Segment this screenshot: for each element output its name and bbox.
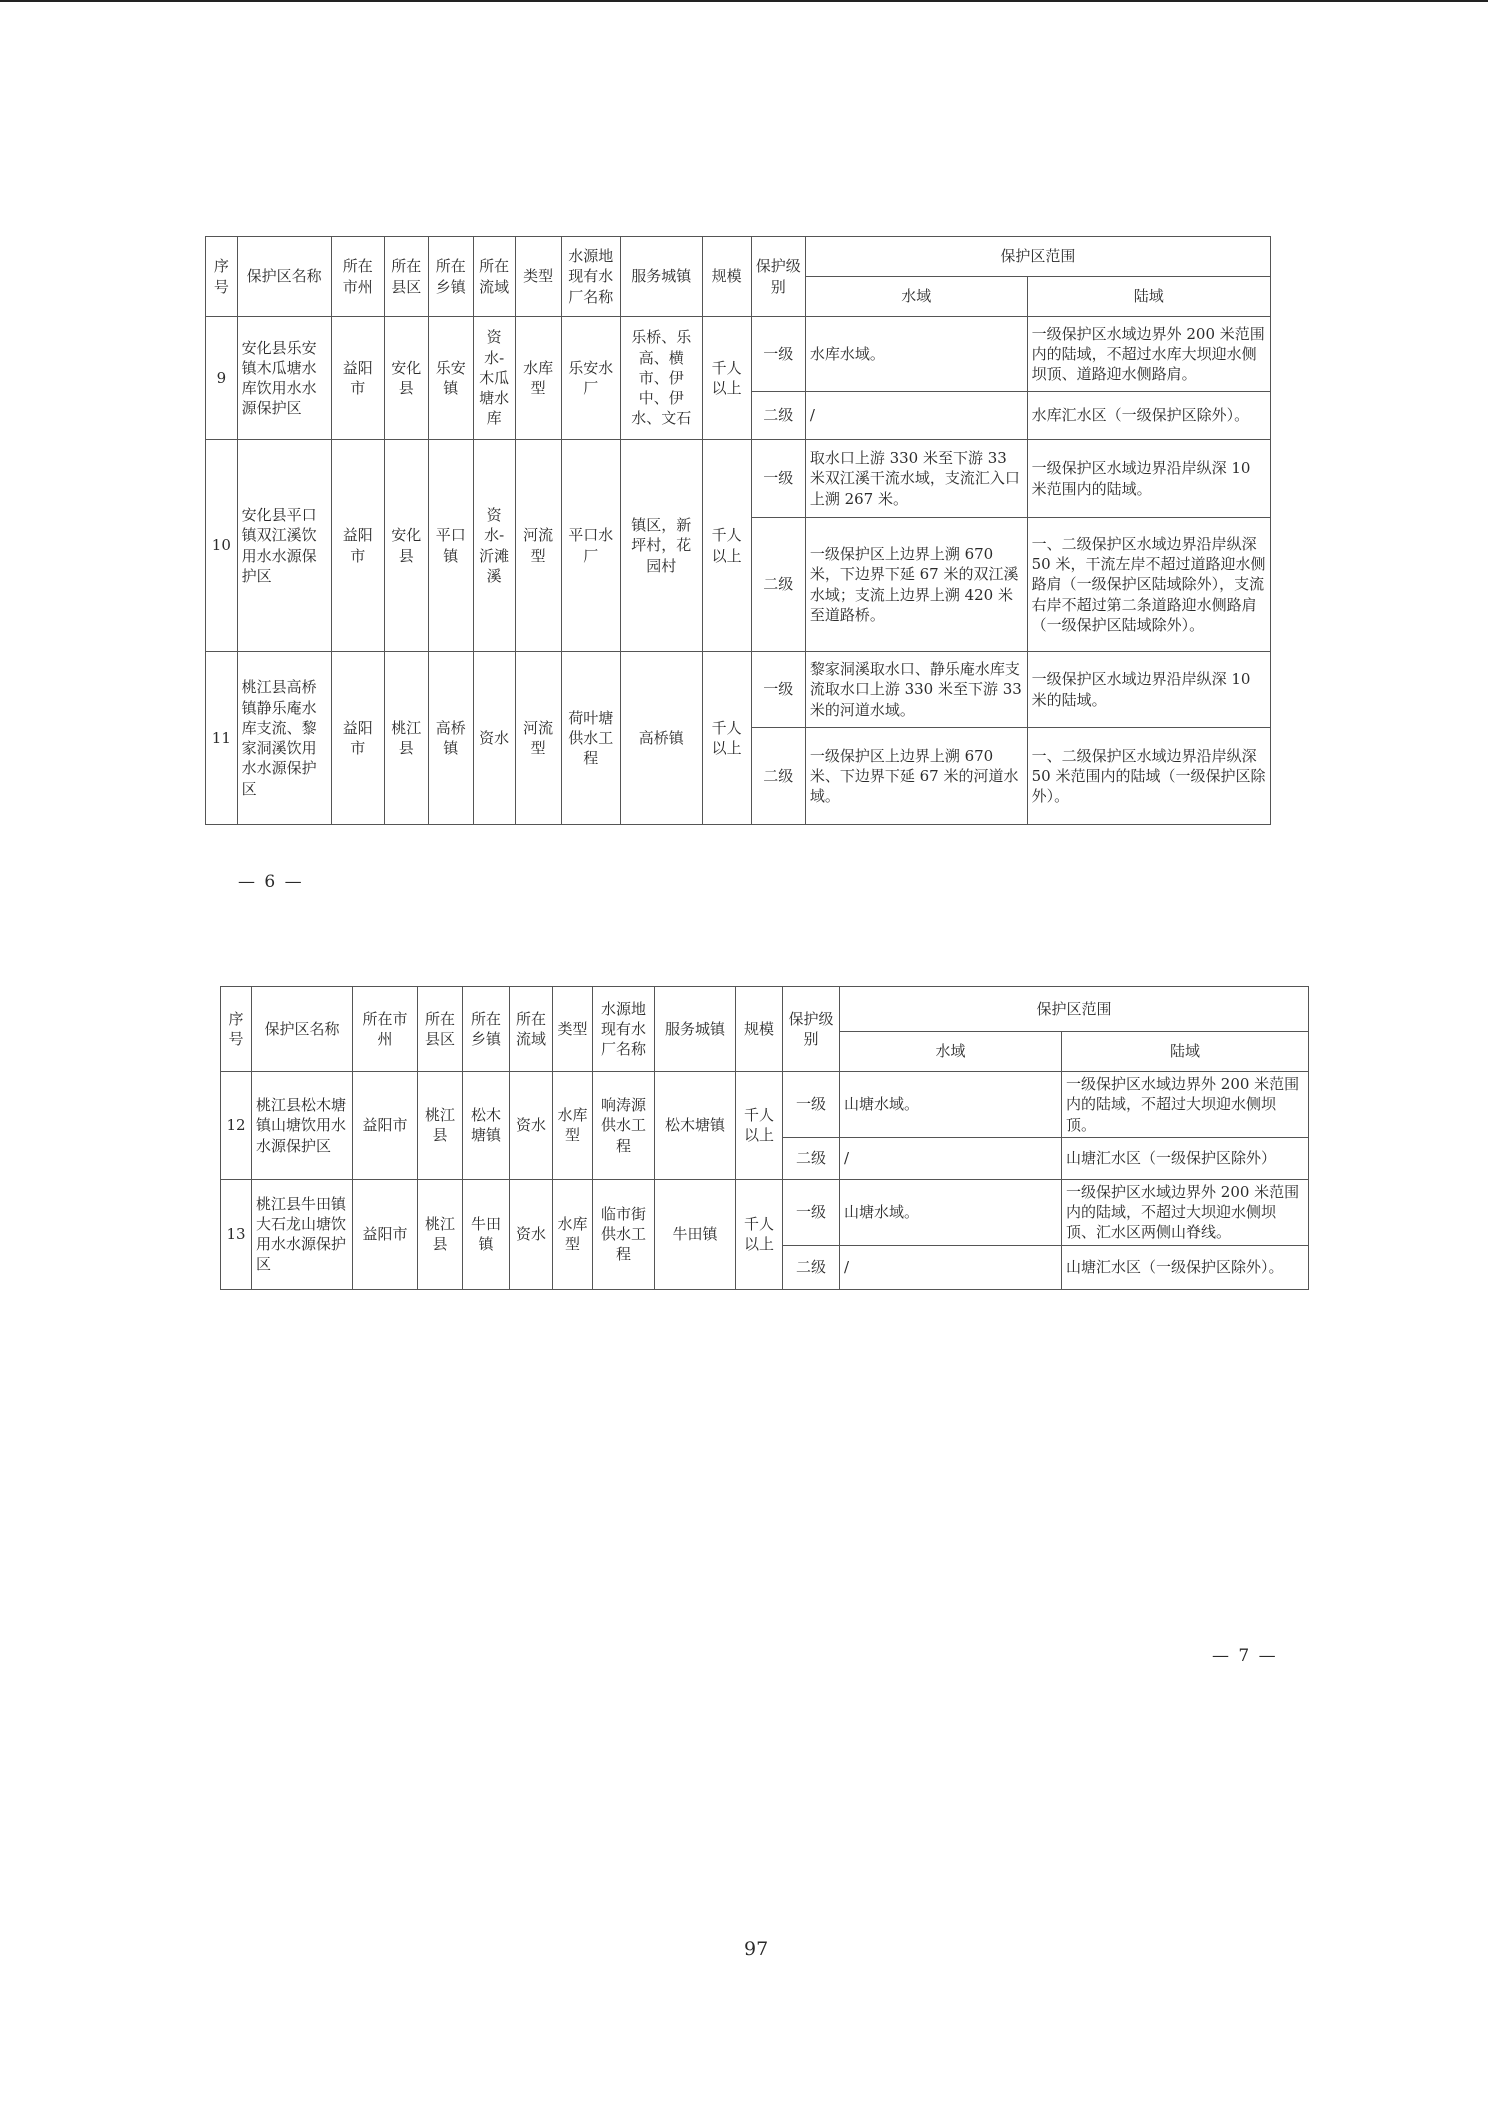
cell-type: 河流型 xyxy=(515,440,561,652)
header-plant: 水源地现有水厂名称 xyxy=(561,237,620,317)
cell-land: 山塘汇水区（一级保护区除外） xyxy=(1062,1137,1309,1179)
cell-level: 一级 xyxy=(783,1179,840,1245)
cell-name: 安化县平口镇双江溪饮用水水源保护区 xyxy=(237,440,331,652)
header-basin: 所在流域 xyxy=(473,237,515,317)
cell-plant: 乐安水厂 xyxy=(561,317,620,440)
cell-serve: 高桥镇 xyxy=(620,652,702,825)
cell-serve: 镇区，新坪村，花园村 xyxy=(620,440,702,652)
header-range: 保护区范围 xyxy=(805,237,1270,277)
table-row xyxy=(206,317,1271,392)
page-number-total: 97 xyxy=(744,1938,769,1960)
cell-plant: 荷叶塘供水工程 xyxy=(561,652,620,825)
cell-level: 一级 xyxy=(751,440,805,518)
header-seq: 序号 xyxy=(206,237,238,317)
header-type: 类型 xyxy=(553,987,593,1072)
cell-city: 益阳市 xyxy=(331,317,384,440)
cell-water: 山塘水域。 xyxy=(840,1179,1062,1245)
cell-serve: 牛田镇 xyxy=(655,1179,736,1289)
header-town: 所在乡镇 xyxy=(463,987,510,1072)
cell-level: 一级 xyxy=(751,317,805,392)
cell-county: 安化县 xyxy=(384,317,428,440)
cell-land: 一级保护区水域边界外 200 米范围内的陆域，不超过水库大坝迎水侧坝顶、道路迎水侧路肩。 xyxy=(1027,317,1270,392)
cell-type: 水库型 xyxy=(515,317,561,440)
cell-basin: 资水-木瓜塘水库 xyxy=(473,317,515,440)
cell-level: 二级 xyxy=(783,1137,840,1179)
cell-plant: 临市街供水工程 xyxy=(593,1179,655,1289)
cell-name: 桃江县高桥镇静乐庵水库支流、黎家洞溪饮用水水源保护区 xyxy=(237,652,331,825)
header-scale: 规模 xyxy=(702,237,751,317)
cell-city: 益阳市 xyxy=(331,440,384,652)
header-serve: 服务城镇 xyxy=(655,987,736,1072)
cell-water: 黎家洞溪取水口、静乐庵水库支流取水口上游 330 米至下游 33 米的河道水域。 xyxy=(805,652,1027,728)
cell-city: 益阳市 xyxy=(353,1179,418,1289)
cell-water: / xyxy=(840,1245,1062,1289)
cell-city: 益阳市 xyxy=(353,1072,418,1180)
cell-name: 桃江县松木塘镇山塘饮用水水源保护区 xyxy=(252,1072,353,1180)
cell-type: 河流型 xyxy=(515,652,561,825)
header-basin: 所在流域 xyxy=(510,987,553,1072)
cell-water: 取水口上游 330 米至下游 33 米双江溪干流水域，支流汇入口上溯 267 米。 xyxy=(805,440,1027,518)
cell-plant: 响涛源供水工程 xyxy=(593,1072,655,1180)
cell-scale: 千人以上 xyxy=(736,1072,783,1180)
cell-land: 山塘汇水区（一级保护区除外）。 xyxy=(1062,1245,1309,1289)
header-city: 所在市州 xyxy=(353,987,418,1072)
header-range: 保护区范围 xyxy=(840,987,1309,1032)
table-header-row xyxy=(206,237,1271,277)
protection-zone-table-page-6 xyxy=(205,236,1271,825)
cell-water: 山塘水域。 xyxy=(840,1072,1062,1138)
protection-zone-table-page-7 xyxy=(220,986,1309,1290)
header-water: 水域 xyxy=(840,1032,1062,1072)
cell-serve: 乐桥、乐高、横市、伊中、伊水、文石 xyxy=(620,317,702,440)
cell-serve: 松木塘镇 xyxy=(655,1072,736,1180)
header-scale: 规模 xyxy=(736,987,783,1072)
cell-town: 高桥镇 xyxy=(428,652,473,825)
top-border-line xyxy=(0,0,1488,2)
cell-type: 水库型 xyxy=(553,1072,593,1180)
cell-seq: 9 xyxy=(206,317,238,440)
cell-land: 一、二级保护区水域边界沿岸纵深 50 米范围内的陆域（一级保护区除外）。 xyxy=(1027,728,1270,825)
cell-town: 牛田镇 xyxy=(463,1179,510,1289)
header-level: 保护级别 xyxy=(783,987,840,1072)
cell-level: 二级 xyxy=(751,728,805,825)
page-number-7: — 7 — xyxy=(1212,1646,1278,1666)
cell-level: 一级 xyxy=(751,652,805,728)
table-header-row xyxy=(221,987,1309,1032)
header-serve: 服务城镇 xyxy=(620,237,702,317)
cell-type: 水库型 xyxy=(553,1179,593,1289)
cell-town: 乐安镇 xyxy=(428,317,473,440)
cell-seq: 12 xyxy=(221,1072,252,1180)
cell-water: / xyxy=(840,1137,1062,1179)
cell-basin: 资水 xyxy=(473,652,515,825)
cell-town: 平口镇 xyxy=(428,440,473,652)
header-level: 保护级别 xyxy=(751,237,805,317)
cell-level: 二级 xyxy=(783,1245,840,1289)
header-land: 陆域 xyxy=(1027,277,1270,317)
cell-plant: 平口水厂 xyxy=(561,440,620,652)
cell-seq: 10 xyxy=(206,440,238,652)
table-row xyxy=(221,1179,1309,1245)
header-town: 所在乡镇 xyxy=(428,237,473,317)
header-seq: 序号 xyxy=(221,987,252,1072)
cell-seq: 13 xyxy=(221,1179,252,1289)
cell-water: 一级保护区上边界上溯 670 米，下边界下延 67 米的双江溪水域；支流上边界上溯 420 米至道路桥。 xyxy=(805,518,1027,652)
header-plant: 水源地现有水厂名称 xyxy=(593,987,655,1072)
header-name: 保护区名称 xyxy=(237,237,331,317)
cell-land: 一级保护区水域边界外 200 米范围内的陆域，不超过大坝迎水侧坝顶、汇水区两侧山脊线。 xyxy=(1062,1179,1309,1245)
cell-water: 一级保护区上边界上溯 670 米、下边界下延 67 米的河道水域。 xyxy=(805,728,1027,825)
cell-city: 益阳市 xyxy=(331,652,384,825)
header-name: 保护区名称 xyxy=(252,987,353,1072)
table-row xyxy=(206,440,1271,518)
header-land: 陆域 xyxy=(1062,1032,1309,1072)
cell-scale: 千人以上 xyxy=(702,652,751,825)
cell-scale: 千人以上 xyxy=(736,1179,783,1289)
header-water: 水域 xyxy=(805,277,1027,317)
cell-water: / xyxy=(805,392,1027,440)
cell-name: 安化县乐安镇木瓜塘水库饮用水水源保护区 xyxy=(237,317,331,440)
header-city: 所在市州 xyxy=(331,237,384,317)
cell-level: 二级 xyxy=(751,392,805,440)
cell-level: 一级 xyxy=(783,1072,840,1138)
cell-land: 一级保护区水域边界沿岸纵深 10 米范围内的陆域。 xyxy=(1027,440,1270,518)
cell-basin: 资水 xyxy=(510,1179,553,1289)
cell-land: 一级保护区水域边界沿岸纵深 10 米的陆域。 xyxy=(1027,652,1270,728)
cell-seq: 11 xyxy=(206,652,238,825)
cell-land: 一、二级保护区水域边界沿岸纵深 50 米，干流左岸不超过道路迎水侧路肩（一级保护区陆域除外），支流右岸不超过第二条道路迎水侧路肩（一级保护区陆域除外）。 xyxy=(1027,518,1270,652)
cell-basin: 资水 xyxy=(510,1072,553,1180)
header-type: 类型 xyxy=(515,237,561,317)
page-number-6: — 6 — xyxy=(238,872,304,892)
cell-name: 桃江县牛田镇大石龙山塘饮用水水源保护区 xyxy=(252,1179,353,1289)
cell-water: 水库水域。 xyxy=(805,317,1027,392)
cell-land: 一级保护区水域边界外 200 米范围内的陆域，不超过大坝迎水侧坝顶。 xyxy=(1062,1072,1309,1138)
cell-level: 二级 xyxy=(751,518,805,652)
cell-scale: 千人以上 xyxy=(702,317,751,440)
cell-town: 松木塘镇 xyxy=(463,1072,510,1180)
cell-scale: 千人以上 xyxy=(702,440,751,652)
table-row xyxy=(206,652,1271,728)
cell-land: 水库汇水区（一级保护区除外）。 xyxy=(1027,392,1270,440)
table-row xyxy=(221,1072,1309,1138)
header-county: 所在县区 xyxy=(384,237,428,317)
cell-county: 桃江县 xyxy=(384,652,428,825)
cell-county: 安化县 xyxy=(384,440,428,652)
cell-county: 桃江县 xyxy=(418,1072,463,1180)
cell-county: 桃江县 xyxy=(418,1179,463,1289)
header-county: 所在县区 xyxy=(418,987,463,1072)
cell-basin: 资水-沂滩溪 xyxy=(473,440,515,652)
